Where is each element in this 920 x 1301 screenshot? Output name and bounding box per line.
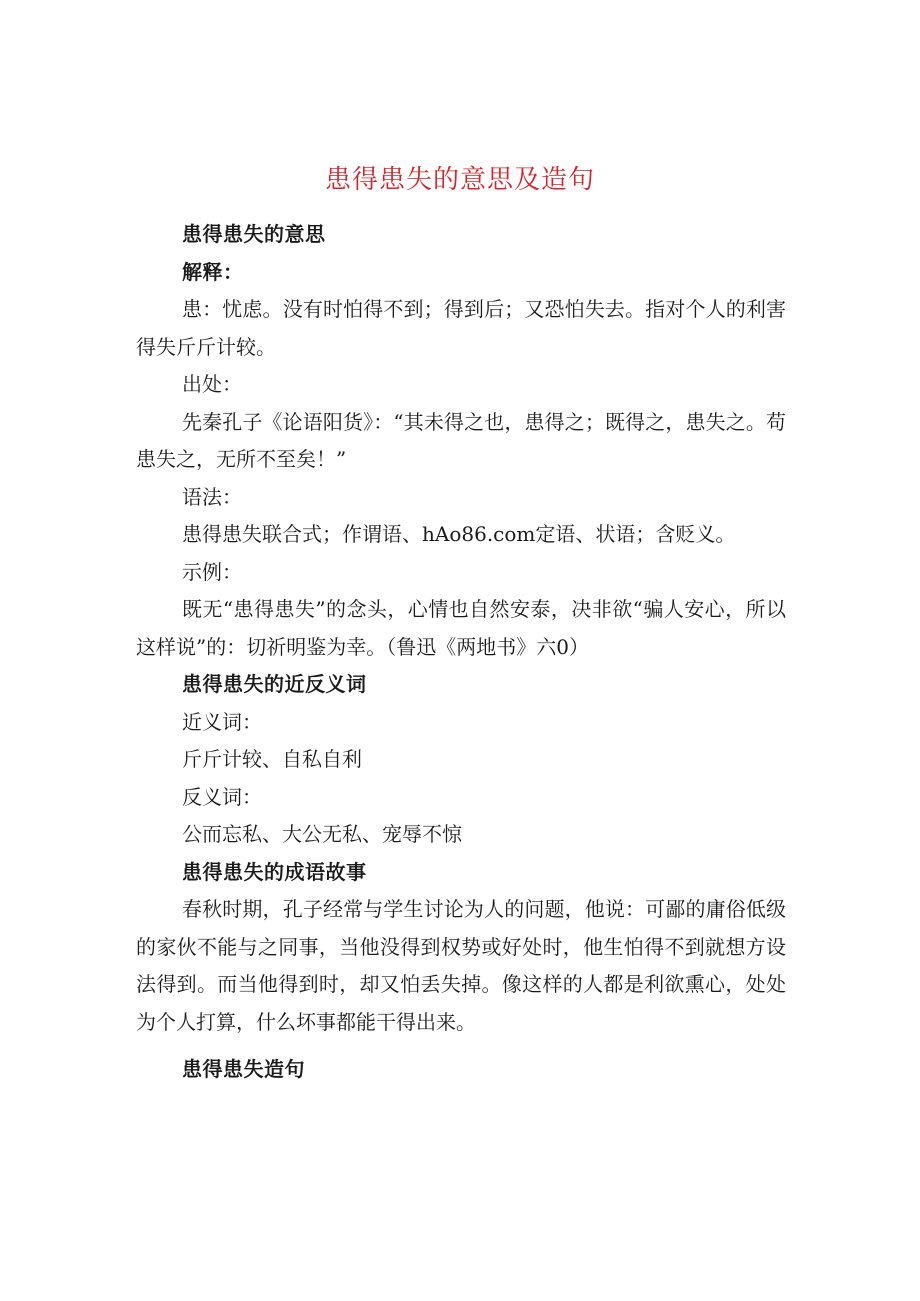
near-synonyms-label: 近义词： bbox=[182, 709, 262, 734]
example-text: 既无“患得患失”的念头，心情也自然安泰，决非欲“骗人安心，所以这样说”的：切祈明鉴为幸。（鲁迅《两地书》六0） bbox=[136, 597, 786, 659]
source-text: 先秦孔子《论语阳货》：“其未得之也，患得之；既得之，患失之。苟患失之，无所不至矣！” bbox=[136, 409, 786, 471]
grammar-label: 语法： bbox=[182, 484, 242, 509]
explain-label: 解释： bbox=[182, 259, 244, 284]
story-text: 春秋时期，孔子经常与学生讨论为人的问题，他说：可鄙的庸俗低级的家伙不能与之同事，当他没得到权势或好处时，他生怕得不到就想方设法得到。而当他得到时，却又怕丢失掉。像这样的人都是利欲熏心，处处为个人打算，什么坏事都能干得出来。 bbox=[136, 897, 786, 1034]
antonyms-label: 反义词： bbox=[182, 784, 262, 809]
source-label: 出处： bbox=[182, 372, 242, 396]
antonyms-text: 公而忘私、大公无私、宠辱不惊 bbox=[182, 822, 462, 846]
document-body bbox=[136, 216, 786, 1089]
document-title: 患得患失的意思及造句 bbox=[324, 165, 595, 195]
near-synonyms-text: 斤斤计较、自私自利 bbox=[182, 747, 362, 771]
example-label: 示例： bbox=[182, 559, 242, 584]
section-heading-synonyms: 患得患失的近反义词 bbox=[182, 672, 367, 696]
explain-text: 患：忧虑。没有时怕得不到；得到后；又恐怕失去。指对个人的利害得失斤斤计较。 bbox=[136, 297, 786, 359]
grammar-text: 患得患失联合式；作谓语、hAo86.com定语、状语；含贬义。 bbox=[182, 522, 736, 546]
section-heading-sentences: 患得患失造句 bbox=[182, 1057, 305, 1081]
section-heading-story: 患得患失的成语故事 bbox=[182, 859, 367, 884]
section-heading-meaning: 患得患失的意思 bbox=[182, 222, 326, 246]
